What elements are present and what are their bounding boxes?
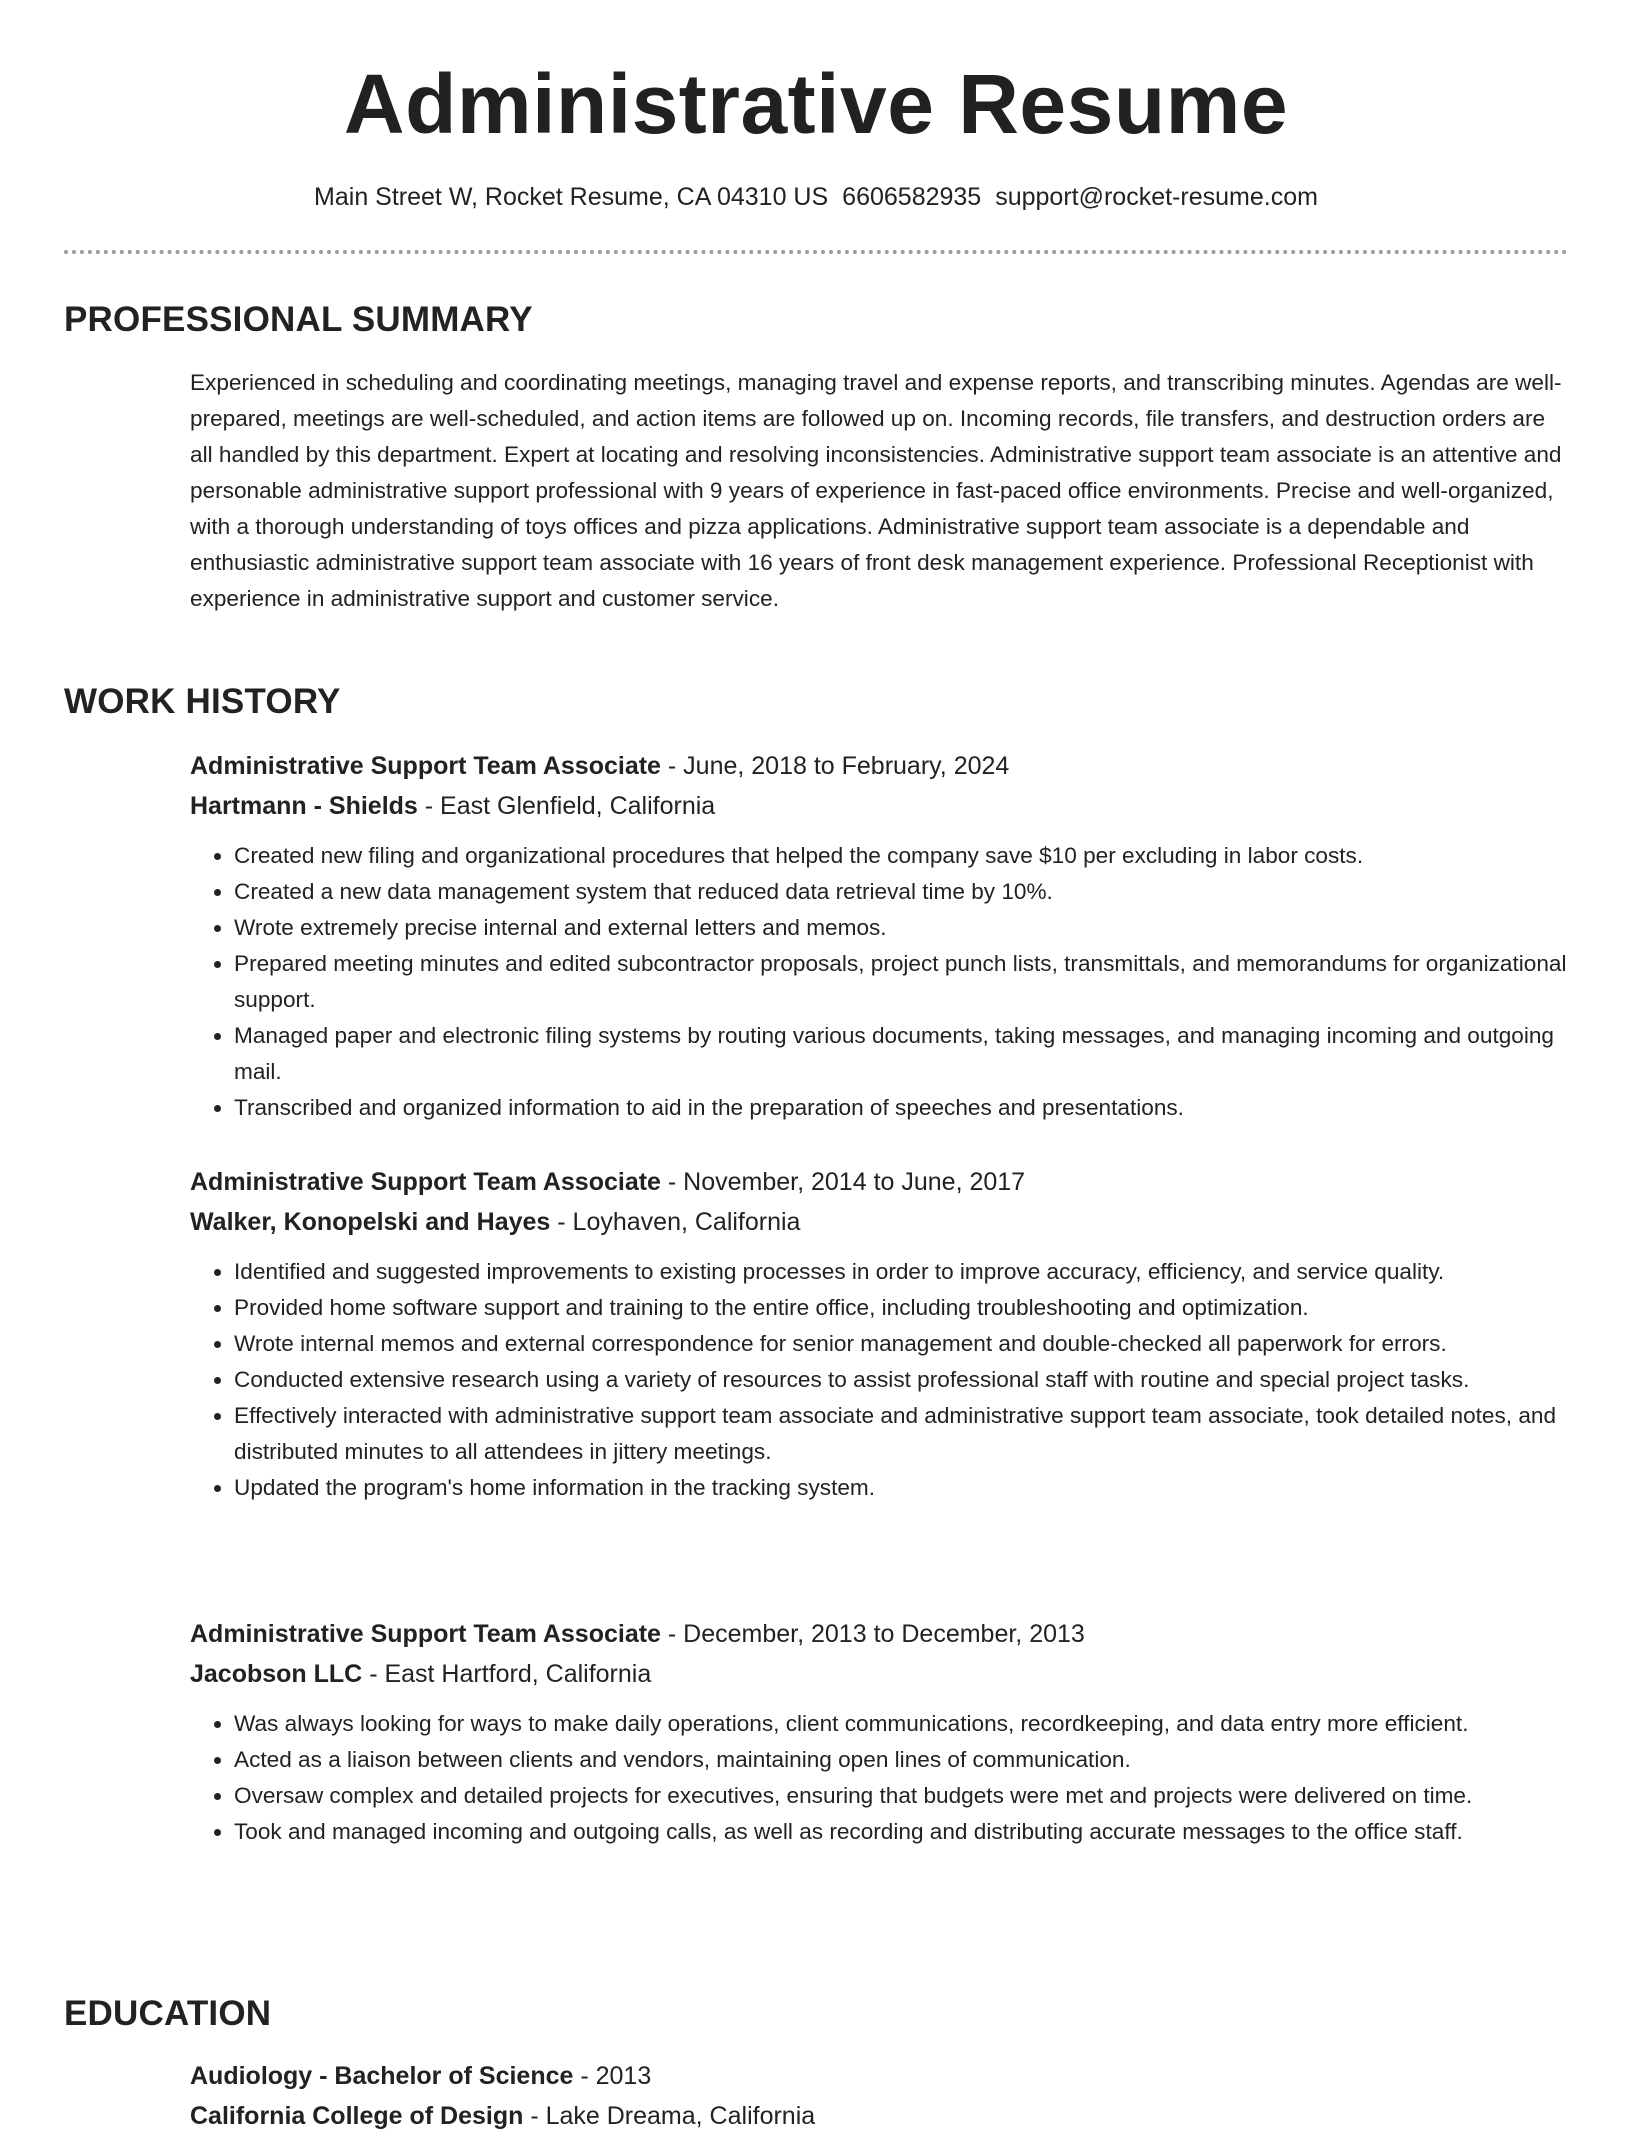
- job-company: Hartmann - Shields: [190, 792, 418, 820]
- education-heading: EDUCATION: [64, 1994, 272, 2033]
- job-duty: • Created a new data management system that reduced data retrieval time by 10%.: [234, 874, 1568, 910]
- job-duties: [190, 1254, 1568, 1506]
- school-line: [190, 2096, 1568, 2136]
- job-duty: • Provided home software support and training to the entire office, including troubleshooting and optimization.: [234, 1290, 1568, 1326]
- job-duty: • Prepared meeting minutes and edited subcontractor proposals, project punch lists, transmittals, and memorandums for organizational support.: [234, 946, 1568, 1018]
- work-history-heading: WORK HISTORY: [64, 682, 341, 721]
- job-duties: [190, 838, 1568, 1126]
- contact-email: support@rocket-resume.com: [995, 183, 1318, 211]
- resume-title: Administrative Resume: [343, 57, 1289, 151]
- job-dates: - December, 2013 to December, 2013: [660, 1620, 1085, 1648]
- job-location: - East Hartford, California: [362, 1660, 652, 1688]
- contact-phone: 6606582935: [842, 183, 982, 211]
- job-dates: - November, 2014 to June, 2017: [660, 1168, 1026, 1196]
- header-divider: [64, 250, 1568, 254]
- degree-year: - 2013: [573, 2062, 652, 2090]
- job-dates: - June, 2018 to February, 2024: [660, 752, 1010, 780]
- school-name: California College of Design: [190, 2102, 524, 2130]
- summary-text: Experienced in scheduling and coordinating meetings, managing travel and expense reports, and transcribing minutes. Agendas are well-prepared, meetings are well-scheduled, and action items are followed up on. Incoming records, file transfers, and destruction orders are all handled by this department. Expert at locating and resolving inconsistencies. Administrative support team associate is an attentive and personable administrative support professional with 9 years of experience in fast-paced office environments. Precise and well-organized, with a thorough understanding of toys offices and pizza applications. Administrative support team associate is a dependable and enthusiastic administrative support team associate with 16 years of front desk management experience. Professional Receptionist with experience in administrative support and customer service.: [190, 370, 1562, 611]
- job-duty: • Updated the program's home information in the tracking system.: [234, 1470, 1568, 1506]
- job-duty: • Acted as a liaison between clients and vendors, maintaining open lines of communication.: [234, 1742, 1568, 1778]
- job-entry: [190, 1162, 1568, 1506]
- job-duty: • Created new filing and organizational procedures that helped the company save $10 per excluding in labor costs.: [234, 838, 1568, 874]
- school-location: - Lake Dreama, California: [523, 2102, 816, 2130]
- job-duties: [190, 1706, 1568, 1850]
- job-duty: • Managed paper and electronic filing systems by routing various documents, taking messages, and managing incoming and outgoing mail.: [234, 1018, 1568, 1090]
- summary-block: [190, 365, 1568, 617]
- resume-page: [64, 0, 1568, 2130]
- job-entry: [190, 1614, 1568, 1850]
- job-duty: • Wrote extremely precise internal and external letters and memos.: [234, 910, 1568, 946]
- job-duty: • Conducted extensive research using a variety of resources to assist professional staff with routine and special project tasks.: [234, 1362, 1568, 1398]
- job-location: - Loyhaven, California: [550, 1208, 801, 1236]
- job-duty: • Effectively interacted with administrative support team associate and administrative support team associate, took detailed notes, and distributed minutes to all attendees in jittery meetings.: [234, 1398, 1568, 1470]
- job-title-line: [190, 746, 1568, 786]
- degree-name: Audiology - Bachelor of Science: [190, 2062, 574, 2090]
- degree-line: [190, 2056, 1568, 2096]
- job-company: Walker, Konopelski and Hayes: [190, 1208, 551, 1236]
- contact-line: [64, 182, 1568, 212]
- job-duty: • Was always looking for ways to make daily operations, client communications, recordkeeping, and data entry more efficient.: [234, 1706, 1568, 1742]
- job-entry: [190, 746, 1568, 1126]
- job-duty: • Wrote internal memos and external correspondence for senior management and double-checked all paperwork for errors.: [234, 1326, 1568, 1362]
- job-company-line: [190, 1654, 1568, 1694]
- job-title: Administrative Support Team Associate: [190, 1168, 661, 1196]
- job-duty: • Oversaw complex and detailed projects for executives, ensuring that budgets were met and projects were delivered on time.: [234, 1778, 1568, 1814]
- job-company-line: [190, 786, 1568, 826]
- job-title: Administrative Support Team Associate: [190, 1620, 661, 1648]
- job-company: Jacobson LLC: [190, 1660, 363, 1688]
- job-company-line: [190, 1202, 1568, 1242]
- job-title: Administrative Support Team Associate: [190, 752, 661, 780]
- job-duty: • Identified and suggested improvements to existing processes in order to improve accuracy, efficiency, and service quality.: [234, 1254, 1568, 1290]
- job-title-line: [190, 1162, 1568, 1202]
- education-entry: [190, 2056, 1568, 2136]
- job-duty: • Transcribed and organized information to aid in the preparation of speeches and presentations.: [234, 1090, 1568, 1126]
- job-duty: • Took and managed incoming and outgoing calls, as well as recording and distributing accurate messages to the office staff.: [234, 1814, 1568, 1850]
- contact-address: Main Street W, Rocket Resume, CA 04310 US: [314, 183, 829, 211]
- job-location: - East Glenfield, California: [417, 792, 716, 820]
- job-title-line: [190, 1614, 1568, 1654]
- summary-heading: PROFESSIONAL SUMMARY: [64, 300, 533, 339]
